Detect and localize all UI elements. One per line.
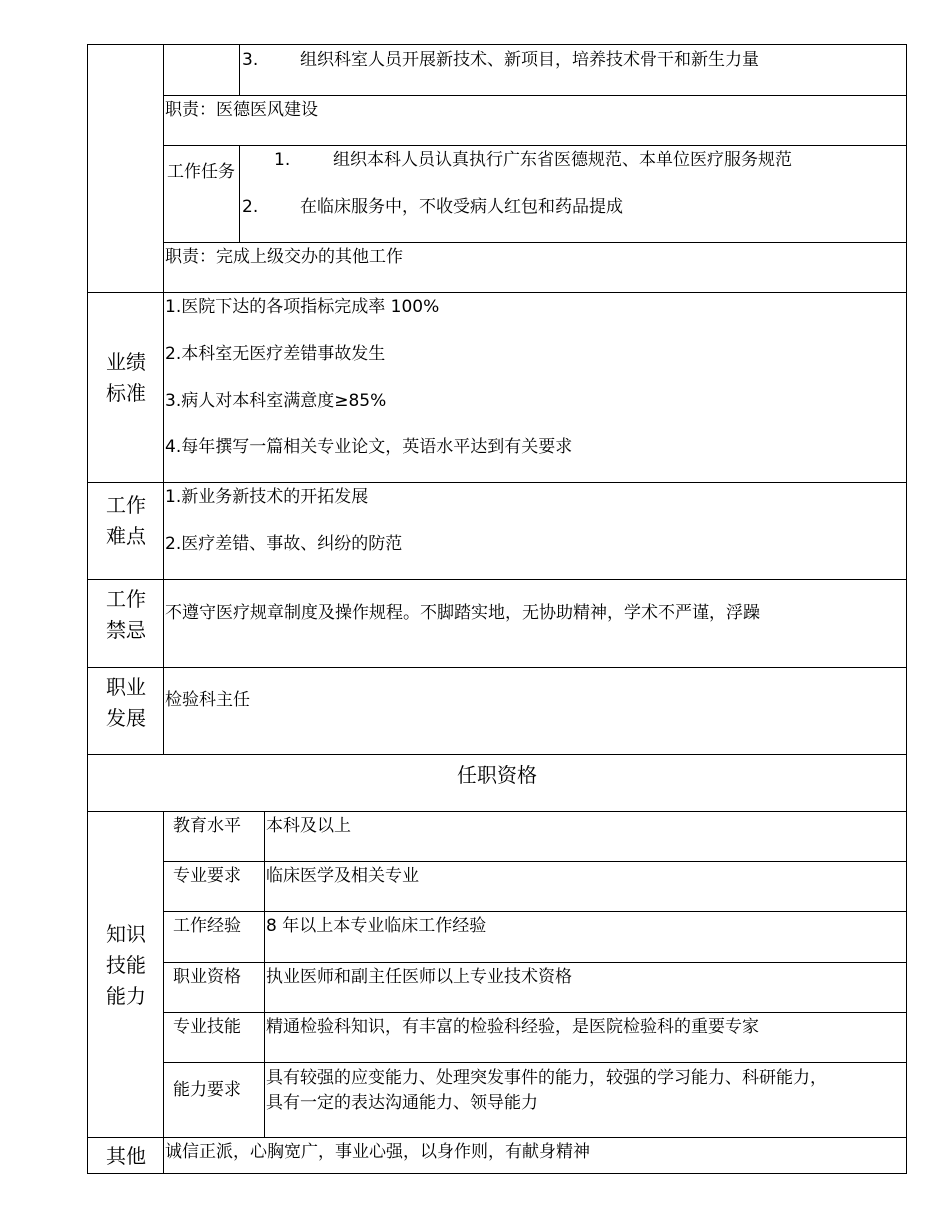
row-divider (87, 811, 907, 812)
row-divider (87, 754, 907, 755)
row-divider (163, 911, 907, 912)
ethics-task-1-number: 1. (274, 150, 291, 170)
career-text: 检验科主任 (165, 690, 250, 710)
qualification-value-skills: 精通检验科知识，有丰富的检验科经验，是医院检验科的重要专家 (266, 1017, 759, 1037)
difficulty-item: 2.医疗差错、事故、纠纷的防范 (165, 534, 403, 554)
qualifications-title: 任职资格 (457, 763, 537, 787)
row-divider (87, 579, 907, 580)
ethics-duty-title: 职责：医德医风建设 (165, 100, 318, 120)
row-divider (163, 1062, 907, 1063)
performance-item: 2.本科室无医疗差错事故发生 (165, 344, 386, 364)
task-3-text: 组织科室人员开展新技术、新项目，培养技术骨干和新生力量 (300, 50, 759, 70)
column-divider (163, 811, 164, 1174)
row-divider (163, 861, 907, 862)
difficulty-item: 1.新业务新技术的开拓发展 (165, 487, 369, 507)
performance-item: 4.每年撰写一篇相关专业论文，英语水平达到有关要求 (165, 437, 573, 457)
row-divider (87, 1137, 907, 1138)
performance-label: 业绩标准 (106, 350, 146, 405)
qualification-label-experience: 工作经验 (173, 916, 241, 936)
qualification-value-abilities-line2: 具有一定的表达沟通能力、领导能力 (266, 1093, 538, 1113)
taboo-label: 工作禁忌 (106, 587, 146, 642)
row-divider (87, 292, 907, 293)
qualification-value-major: 临床医学及相关专业 (266, 866, 419, 886)
row-divider (87, 482, 907, 483)
other-text: 诚信正派，心胸宽广，事业心强，以身作则，有献身精神 (165, 1142, 590, 1162)
column-divider (163, 44, 164, 754)
qualification-label-abilities: 能力要求 (173, 1080, 241, 1100)
other-label: 其他 (106, 1144, 146, 1168)
qualification-label-education: 教育水平 (173, 816, 241, 836)
row-divider (163, 95, 907, 96)
qualification-value-experience: 8 年以上本专业临床工作经验 (266, 916, 487, 936)
task-3-number: 3. (242, 50, 259, 70)
other-duty-title: 职责：完成上级交办的其他工作 (165, 247, 403, 267)
column-divider (264, 811, 265, 1137)
column-divider (239, 44, 240, 95)
qualification-label-certification: 职业资格 (173, 967, 241, 987)
ethics-task-2-number: 2. (242, 197, 259, 217)
knowledge-skills-label: 知识技能能力 (106, 922, 146, 1008)
qualification-value-certification: 执业医师和副主任医师以上专业技术资格 (266, 967, 572, 987)
performance-item: 3.病人对本科室满意度≥85% (165, 391, 387, 411)
ethics-task-label: 工作任务 (167, 162, 235, 182)
row-divider (163, 145, 907, 146)
career-label: 职业发展 (106, 675, 146, 730)
row-divider (163, 242, 907, 243)
row-divider (163, 1012, 907, 1013)
qualification-value-abilities: 具有较强的应变能力、处理突发事件的能力，较强的学习能力、科研能力， (266, 1068, 827, 1088)
row-divider (87, 667, 907, 668)
row-divider (163, 962, 907, 963)
column-divider (239, 145, 240, 242)
taboo-text: 不遵守医疗规章制度及操作规程。不脚踏实地，无协助精神，学术不严谨，浮躁 (165, 603, 760, 623)
performance-item: 1.医院下达的各项指标完成率 100% (165, 297, 440, 317)
difficulty-label: 工作难点 (106, 493, 146, 548)
ethics-task-2-text: 在临床服务中，不收受病人红包和药品提成 (300, 197, 623, 217)
ethics-task-1-text: 组织本科人员认真执行广东省医德规范、本单位医疗服务规范 (333, 150, 792, 170)
qualification-value-education: 本科及以上 (266, 816, 351, 836)
qualification-label-skills: 专业技能 (173, 1017, 241, 1037)
qualification-label-major: 专业要求 (173, 866, 241, 886)
